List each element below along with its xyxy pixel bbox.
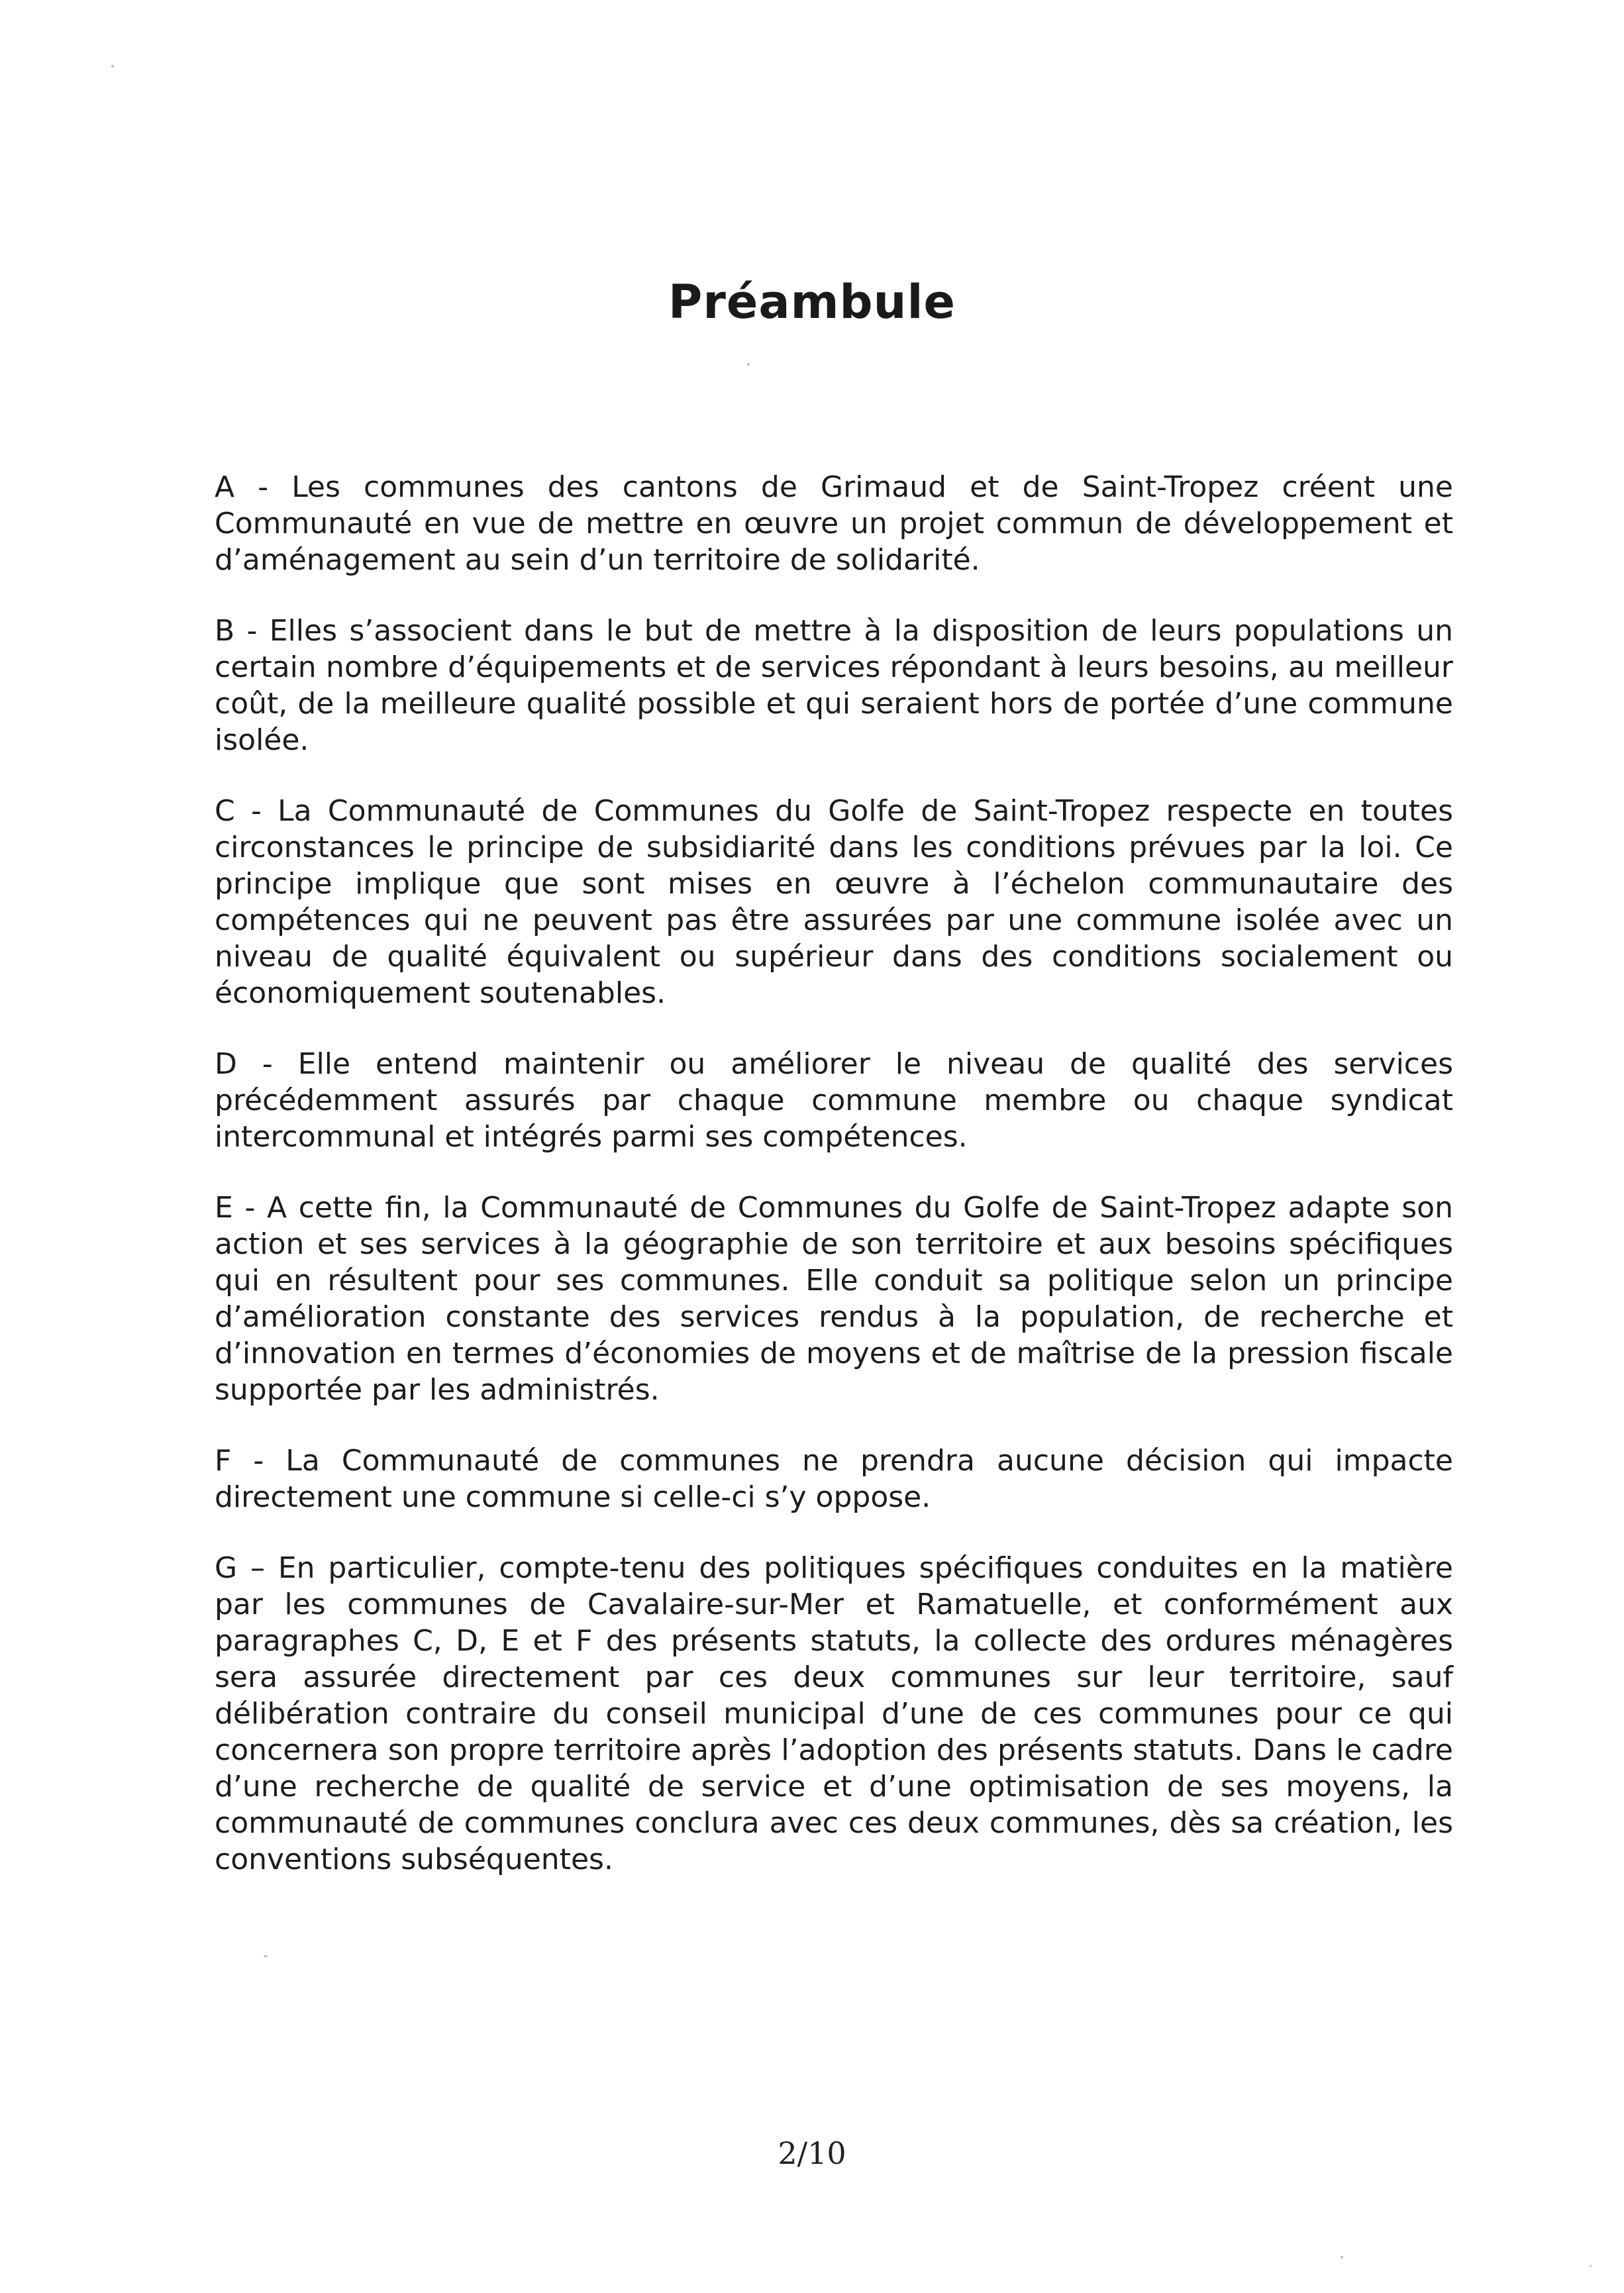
page-title: Préambule	[668, 274, 956, 329]
preamble-body	[215, 469, 1453, 1912]
scan-speck	[264, 1955, 268, 1957]
paragraph-g: G – En particulier, compte-tenu des politiques spécifiques conduites en la matière par les communes de Cavalaire-sur-Mer et Ramatuelle, et conformément aux paragraphes C, D, E et F des présents statuts, la collecte des ordures ménagères sera assurée directement par ces deux communes sur leur territoire, sauf délibération contraire du conseil municipal d’une de ces communes pour ce qui concernera son propre territoire après l’adoption des présents statuts. Dans le cadre d’une recherche de qualité de service et d’une optimisation de ses moyens, la communauté de communes conclura avec ces deux communes, dès sa création, les conventions subséquentes.	[215, 1551, 1453, 1876]
paragraph-f: F - La Communauté de communes ne prendra aucune décision qui impacte directement une commune si celle-ci s’y oppose.	[215, 1444, 1453, 1514]
paragraph-d: D - Elle entend maintenir ou améliorer le niveau de qualité des services précédemment assurés par chaque commune membre ou chaque syndicat intercommunal et intégrés parmi ses compétences.	[215, 1047, 1453, 1154]
scan-speck	[111, 65, 114, 68]
scan-speck	[1341, 2256, 1343, 2259]
paragraph-a: A - Les communes des cantons de Grimaud et de Saint-Tropez créent une Communauté en vue de mettre en œuvre un projet commun de développement et d’aménagement au sein d’un territoire de solidarité.	[215, 470, 1453, 577]
paragraph-c: C - La Communauté de Communes du Golfe de Saint-Tropez respecte en toutes circonstances le principe de subsidiarité dans les conditions prévues par la loi. Ce principe implique que sont mises en œuvre à l’échelon communautaire des compétences qui ne peuvent pas être assurées par une commune isolée avec un niveau de qualité équivalent ou supérieur dans des conditions socialement ou économiquement soutenables.	[215, 794, 1453, 1010]
page-number: 2/10	[778, 2135, 846, 2171]
paragraph-e: E - A cette fin, la Communauté de Communes du Golfe de Saint-Tropez adapte son action et ses services à la géographie de son territoire et aux besoins spécifiques qui en résultent pour ses communes. Elle conduit sa politique selon un principe d’amélioration constante des services rendus à la population, de recherche et d’innovation en termes d’économies de moyens et de maîtrise de la pression fiscale supportée par les administrés.	[215, 1191, 1453, 1407]
scan-speck	[1590, 2265, 1592, 2267]
scan-speck	[747, 363, 750, 366]
paragraph-b: B - Elles s’associent dans le but de mettre à la disposition de leurs populations un certain nombre d’équipements et de services répondant à leurs besoins, au meilleur coût, de la meilleure qualité possible et qui seraient hors de portée d’une commune isolée.	[215, 614, 1453, 757]
